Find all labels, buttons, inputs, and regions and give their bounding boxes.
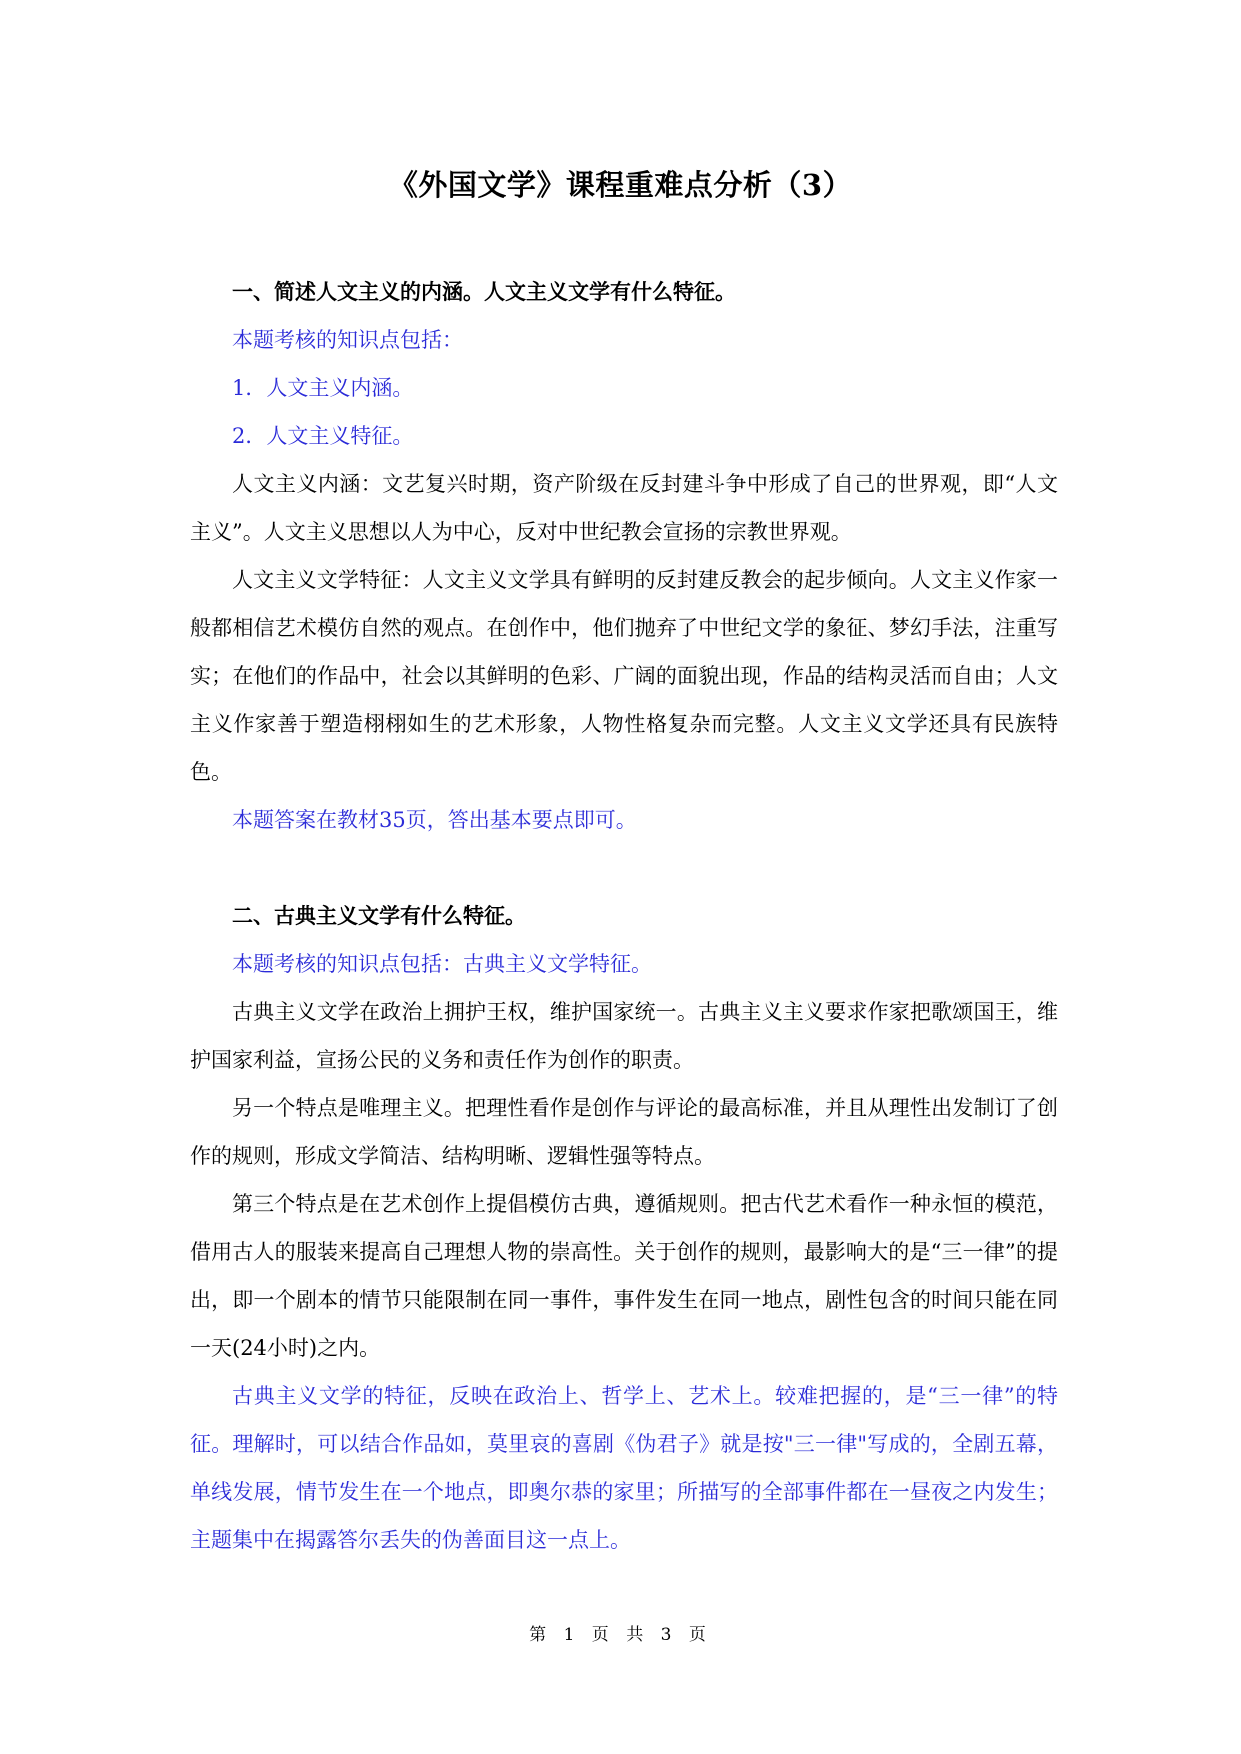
document-body [190,268,1058,1564]
page-footer: 第 1 页 共 3 页 [529,1625,712,1645]
section-divider [190,844,1058,892]
section-1-knowledge-intro: 本题考核的知识点包括： [232,328,463,352]
section-1-paragraph-1: 人文主义内涵：文艺复兴时期，资产阶级在反封建斗争中形成了自己的世界观，即“人文主义”。人文主义思想以人为中心，反对中世纪教会宣扬的宗教世界观。 [190,472,1058,544]
section-2-heading: 二、古典主义文学有什么特征。 [232,903,526,928]
section-2-paragraph-1: 古典主义文学在政治上拥护王权，维护国家统一。古典主义主义要求作家把歌颂国王，维护国家利益，宣扬公民的义务和责任作为创作的职责。 [190,1000,1058,1072]
section-1-heading: 一、简述人文主义的内涵。人文主义文学有什么特征。 [232,279,736,304]
section-1-point-1: 1．人文主义内涵。 [232,376,414,400]
section-2-knowledge-intro: 本题考核的知识点包括：古典主义文学特征。 [232,952,652,976]
section-2-paragraph-3: 第三个特点是在艺术创作上提倡模仿古典，遵循规则。把古代艺术看作一种永恒的模范，借用古人的服装来提高自己理想人物的崇高性。关于创作的规则，最影响大的是“三一律”的提出，即一个剧本的情节只能限制在同一事件，事件发生在同一地点，剧性包含的时间只能在同一天(24小时)之内。 [190,1192,1058,1360]
section-2-note: 古典主义文学的特征，反映在政治上、哲学上、艺术上。较难把握的，是“三一律”的特征。理解时，可以结合作品如，莫里哀的喜剧《伪君子》就是按"三一律"写成的，全剧五幕，单线发展，情节发生在一个地点，即奥尔恭的家里；所描写的全部事件都在一昼夜之内发生；主题集中在揭露答尔丢失的伪善面目这一点上。 [190,1384,1058,1552]
section-2-paragraph-2: 另一个特点是唯理主义。把理性看作是创作与评论的最高标准，并且从理性出发制订了创作的规则，形成文学简洁、结构明晰、逻辑性强等特点。 [190,1096,1058,1168]
section-1-paragraph-2: 人文主义文学特征：人文主义文学具有鲜明的反封建反教会的起步倾向。人文主义作家一般都相信艺术模仿自然的观点。在创作中，他们抛弃了中世纪文学的象征、梦幻手法，注重写实；在他们的作品中，社会以其鲜明的色彩、广阔的面貌出现，作品的结构灵活而自由；人文主义作家善于塑造栩栩如生的艺术形象，人物性格复杂而完整。人文主义文学还具有民族特色。 [190,568,1058,784]
section-1-point-2: 2．人文主义特征。 [232,424,414,448]
section-1-note: 本题答案在教材35页，答出基本要点即可。 [232,808,637,832]
document-title: 《外国文学》课程重难点分析（3） [388,168,853,202]
